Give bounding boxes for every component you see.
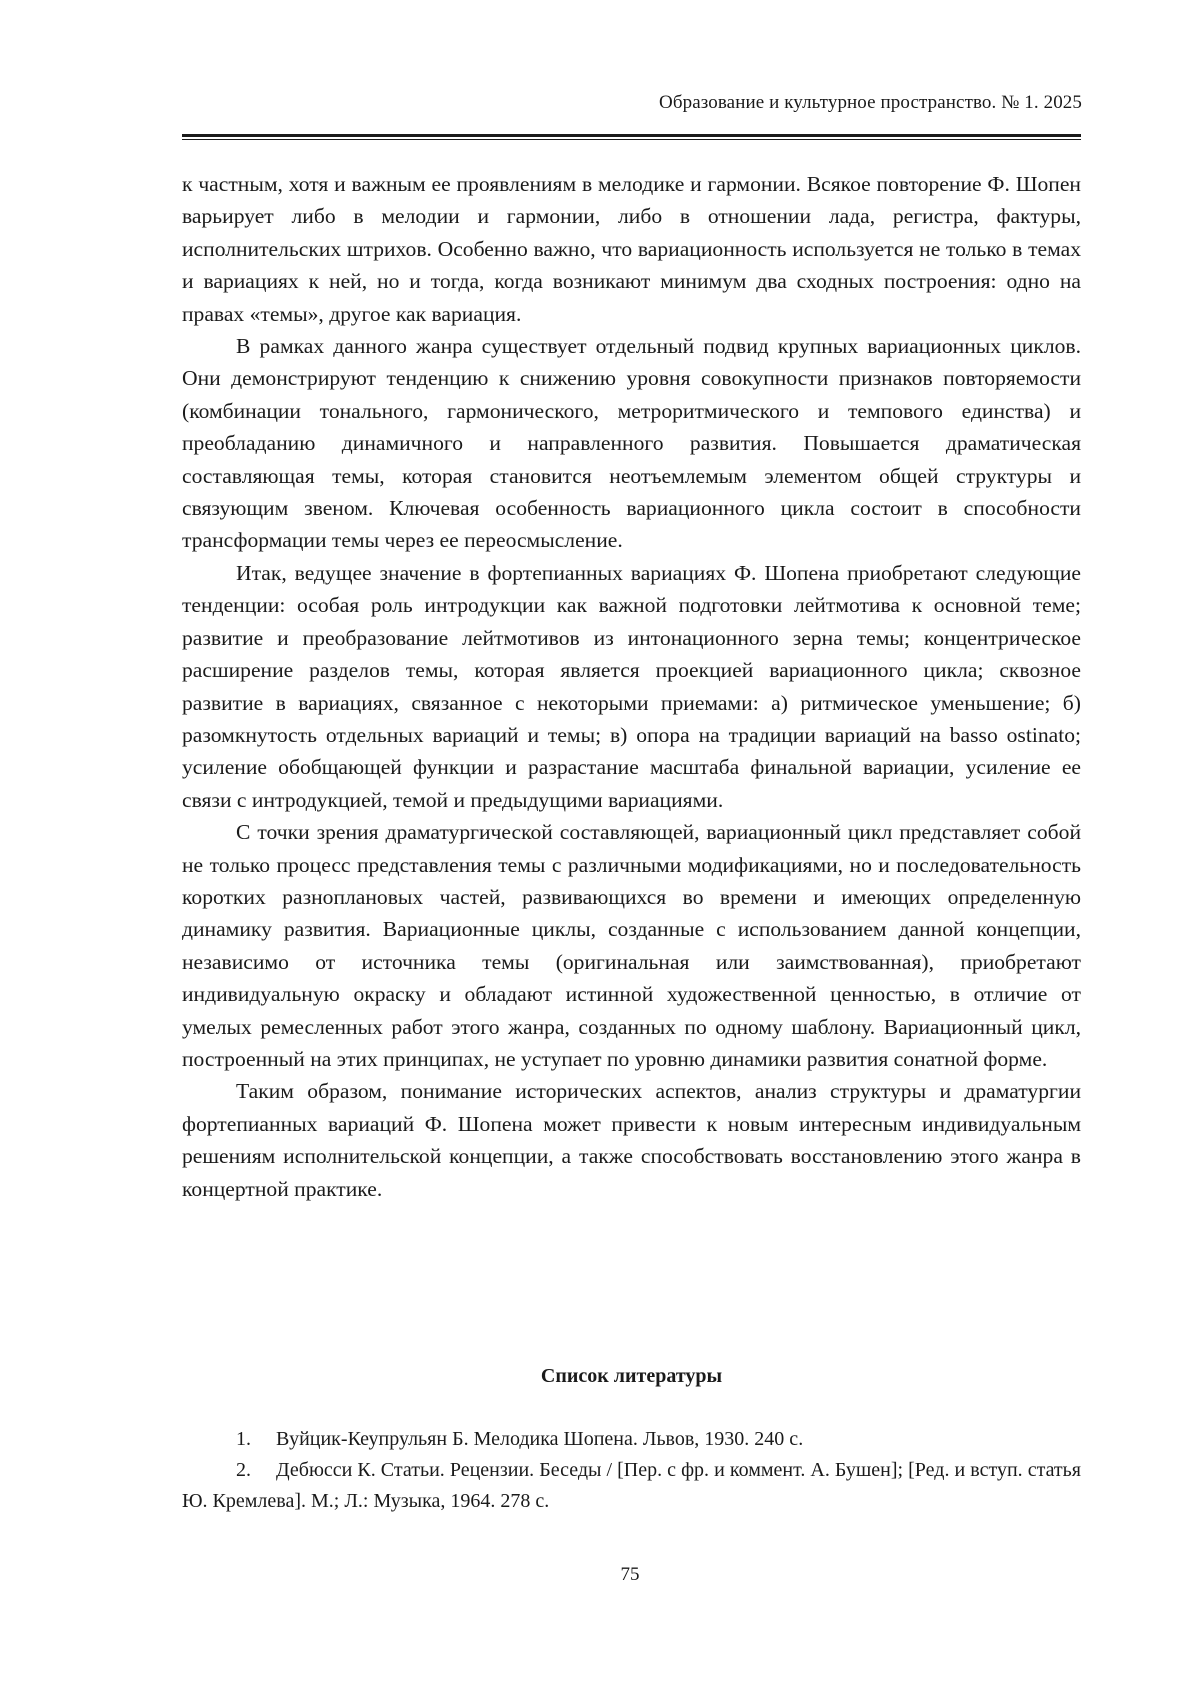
paragraph: Таким образом, понимание исторических аспектов, анализ структуры и драматургии фортепианных вариаций Ф. Шопена может привести к новым интересным индивидуальным решениям исполнительской концепции, а также способствовать восстановлению этого жанра в концертной практике.: [182, 1079, 1081, 1201]
reference-item: [182, 1455, 1081, 1517]
reference-number: 2.: [236, 1459, 251, 1481]
paragraph: В рамках данного жанра существует отдельный подвид крупных вариационных циклов. Они демонстрируют тенденцию к снижению уровня совокупности признаков повторяемости (комбинации тонального, гармонического, метроритмического и темпового единства) и преобладанию динамичного и направленного развития. Повышается драматическая составляющая темы, которая становится неотъемлемым элементом общей структуры и связующим звеном. Ключевая особенность вариационного цикла состоит в способности трансформации темы через ее переосмысление.: [182, 334, 1081, 553]
paragraph: Итак, ведущее значение в фортепианных вариациях Ф. Шопена приобретают следующие тенденции: особая роль интродукции как важной подготовки лейтмотива к основной теме; развитие и преобразование лейтмотивов из интонационного зерна темы; концентрическое расширение разделов темы, которая является проекцией вариационного цикла; сквозное развитие в вариациях, связанное с некоторыми приемами: а) ритмическое уменьшение; б) разомкнутость отдельных вариаций и темы; в) опора на традиции вариаций на basso ostinato; усиление обобщающей функции и разрастание масштаба финальной вариации, усиление ее связи с интродукцией, темой и предыдущими вариациями.: [182, 560, 1081, 812]
page-number: 75: [620, 1564, 640, 1585]
reference-text: Дебюсси К. Статьи. Рецензии. Беседы / [Пер. с фр. и коммент. А. Бушен]; [Ред. и вступ. статья Ю. Кремлева]. М.; Л.: Музыка, 1964. 278 с.: [182, 1459, 1081, 1512]
running-header: Образование и культурное пространство. № 1. 2025: [659, 92, 1082, 113]
header-rule-thin: [182, 139, 1081, 140]
reference-item: [182, 1424, 1081, 1455]
paragraph-continued: к частным, хотя и важным ее проявлениям в мелодике и гармонии. Всякое повторение Ф. Шопен варьирует либо в мелодии и гармонии, либо в отношении лада, регистра, фактуры, исполнительских штрихов. Особенно важно, что вариационность используется не только в темах и вариациях к ней, но и тогда, когда возникают минимум два сходных построения: одно на правах «темы», другое как вариация.: [182, 172, 1081, 326]
paragraph: С точки зрения драматургической составляющей, вариационный цикл представляет собой не только процесс представления темы с различными модификациями, но и последовательность коротких разноплановых частей, развивающихся во времени и имеющих определенную динамику развития. Вариационные циклы, созданные с использованием данной концепции, независимо от источника темы (оригинальная или заимствованная), приобретают индивидуальную окраску и обладают истинной художественной ценностью, в отличие от умелых ремесленных работ этого жанра, созданных по одному шаблону. Вариационный цикл, построенный на этих принципах, не уступает по уровню динамики развития сонатной форме.: [182, 820, 1081, 1071]
references-title: Список литературы: [540, 1365, 723, 1387]
reference-number: 1.: [236, 1428, 251, 1450]
header-rule-thick: [182, 134, 1081, 137]
reference-list: [182, 1424, 1081, 1517]
reference-text: Вуйцик-Кеупрульян Б. Мелодика Шопена. Львов, 1930. 240 с.: [276, 1428, 804, 1450]
article-body: [182, 168, 1081, 1205]
